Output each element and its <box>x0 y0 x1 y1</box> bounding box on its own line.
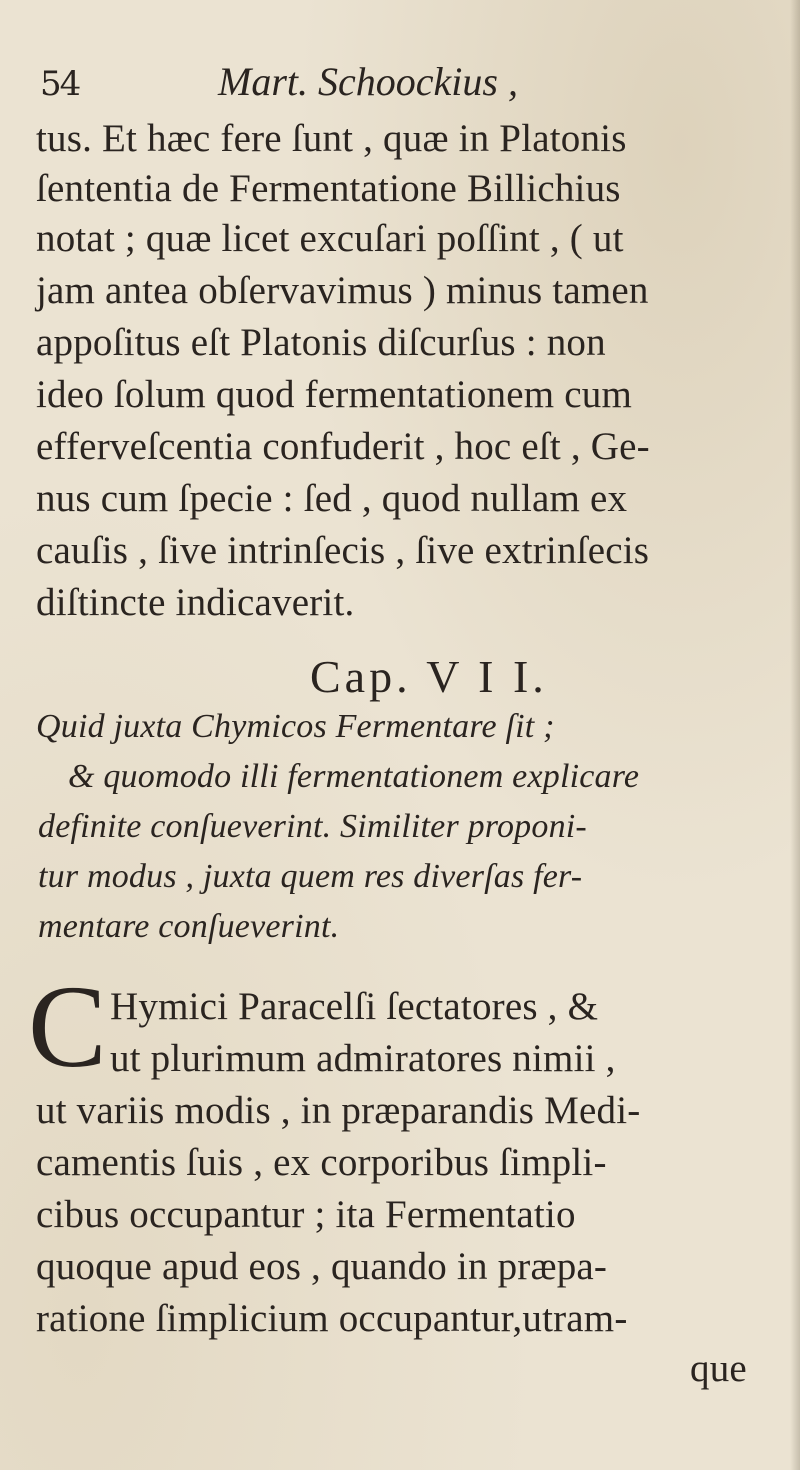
summary-line: mentare conſueverint. <box>38 908 340 945</box>
text-line: efferveſcentia confuderit , hoc eſt , Ge- <box>36 425 650 468</box>
text-line: ideo ſolum quod fermentationem cum <box>36 373 632 416</box>
page-edge-shadow <box>790 0 800 1470</box>
text-line: tus. Et hæc fere ſunt , quæ in Platonis <box>36 117 627 160</box>
summary-line: tur modus , juxta quem res diverſas fer- <box>38 858 583 895</box>
text-line: notat ; quæ licet excuſari poſſint , ( ut <box>36 217 624 260</box>
page-header <box>40 58 770 108</box>
text-line: ut variis modis , in præparandis Medi- <box>36 1089 641 1132</box>
text-line: cibus occupantur ; ita Fermentatio <box>36 1193 576 1236</box>
drop-cap: C <box>28 961 107 1092</box>
text-line: Hymici Paracelſi ſectatores , & <box>110 985 599 1028</box>
text-line: quoque apud eos , quando in præpa- <box>36 1245 608 1288</box>
text-line: ſententia de Fermentatione Billichius <box>36 167 621 210</box>
text-line: appoſitus eſt Platonis diſcurſus : non <box>36 321 606 364</box>
text-line: jam antea obſervavimus ) minus tamen <box>36 269 649 312</box>
summary-line: & quomodo illi fermentationem explicare <box>68 758 640 795</box>
running-head: Mart. Schoockius , <box>218 59 518 104</box>
text-line: camentis ſuis , ex corporibus ſimpli- <box>36 1141 607 1184</box>
chapter-heading: Cap. V I I. <box>310 651 548 702</box>
text-line: cauſis , ſive intrinſecis , ſive extrinſecis <box>36 529 650 572</box>
summary-line: definite conſueverint. Similiter proponi- <box>38 808 587 845</box>
text-line: ratione ſimplicium occupantur,utram- <box>36 1297 628 1340</box>
text-line: diſtincte indicaverit. <box>36 581 355 624</box>
page-number: 54 <box>40 64 80 104</box>
text-line: nus cum ſpecie : ſed , quod nullam ex <box>36 477 628 520</box>
text-line: ut plurimum admiratores nimii , <box>110 1037 616 1080</box>
summary-line: Quid juxta Chymicos Fermentare ſit ; <box>36 708 555 745</box>
catchword: que <box>690 1347 747 1390</box>
